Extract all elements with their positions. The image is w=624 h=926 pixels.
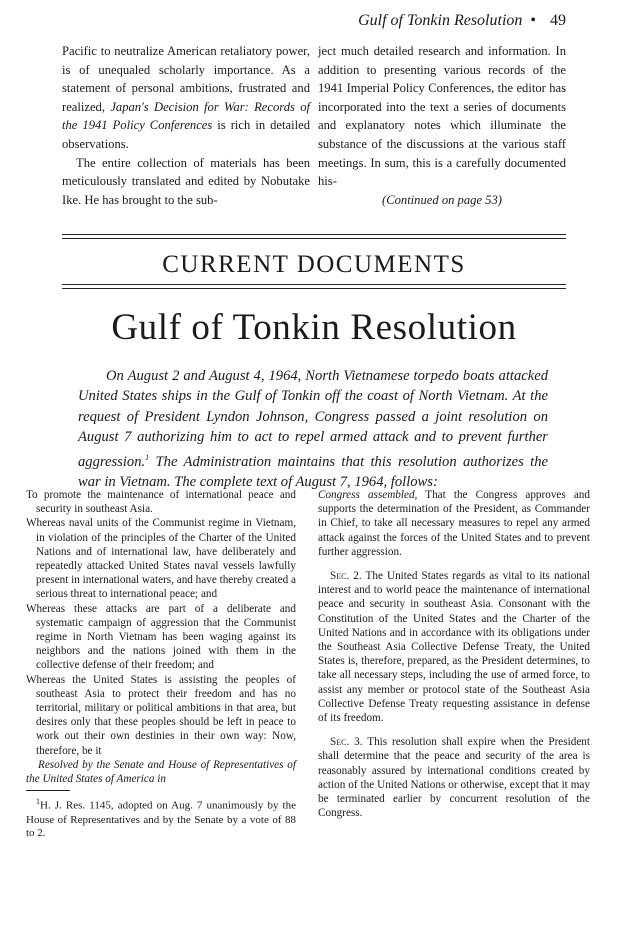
section-bottom-rule <box>62 288 566 289</box>
page-number: 49 <box>550 12 566 29</box>
review-left-column <box>62 42 310 209</box>
intro-footnote-marker: 1 <box>145 452 150 462</box>
review-left-para-2: The entire collection of materials has been meticulously translated and edited by Nobutake Ike. He has brought to the sub- <box>62 155 310 207</box>
footnote-marker: 1 <box>36 797 40 807</box>
section-title: CURRENT DOCUMENTS <box>162 251 466 278</box>
section-bottom-rule-thin <box>62 284 566 285</box>
congress-paragraph: Congress assembled, That the Congress approves and supports the determination of the President, as Commander in Chief, to take all necessary measures to repel any armed attack against the forces of the United States and to prevent further aggression. <box>318 489 590 558</box>
review-right-column <box>318 42 566 209</box>
review-left-para-1: Pacific to neutralize American retaliatory power, is of unequaled scholarly importance. As a statement of personal ambitions, frustrated and realized, Japan's Decision for War: Records of the 1941 Policy Conferences is rich in detailed observations. <box>62 44 310 151</box>
footnote-rule <box>26 790 70 791</box>
book-title: Japan's Decision for War: Records of the 1941 Policy Conferences <box>62 99 310 133</box>
review-right-para-1: ject much detailed research and information. In addition to presenting various records of the 1941 Imperial Policy Conferences, the editor has incorporated into the text a series of documents and explanatory notes which illuminate the substance of the discussions at the various staff meetings. In sum, this is a carefully documented his- <box>318 44 566 189</box>
header-separator: • <box>530 12 536 29</box>
section-3-paragraph: Sec. 3. This resolution shall expire when the President shall determine that the peace and security of the area is reasonably assured by international conditions created by action of the United Nations or otherwise, except that it may be terminated earlier by concurrent resolution of the Congress. <box>318 736 590 820</box>
intro-paragraph: On August 2 and August 4, 1964, North Vietnamese torpedo boats attacked United States ships in the Gulf of Tonkin off the coast of North Vietnam. At the request of President Lyndon Johnson, Congress passed a joint resolution on August 7 authorizing him to act to repel armed attack and to prevent further aggression.$^1$ The Administration maintains that this resolution authorizes the war in Vietnam. The complete text of August 7, 1964, follows: <box>78 368 548 490</box>
section-2-paragraph: Sec. 2. The United States regards as vital to its national interest and to world peace the maintenance of international peace and security in southeast Asia. Consonant with the Constitution of the United States and the Charter of the United Nations and in accordance with its obligations under the Southeast Asia Collective Defense Treaty, the United States is, therefore, prepared, as the President determines, to take all necessary steps, including the use of armed force, to assist any member or protocol state of the Southeast Asia Collective Defense Treaty requesting assistance in defense of its freedom. <box>318 570 590 725</box>
resolution-right-column <box>318 488 590 820</box>
running-header <box>358 12 566 30</box>
resolved-clause: Resolved by the Senate and House of Representatives of the United States of America in <box>26 758 296 786</box>
section-2-label: Sec. 2. <box>330 570 362 583</box>
resolution-left-column <box>26 488 296 841</box>
whereas-clause-3: Whereas the United States is assisting the peoples of southeast Asia to protect their freedom and has no territorial, military or political ambitions in that area, but desires only that these peoples should be left in peace to work out their own destinies in their own way: Now, therefore, be it <box>26 673 296 757</box>
whereas-clause-2: Whereas these attacks are part of a deliberate and systematic campaign of aggression that the Communist regime in North Vietnam has been waging against its neighbors and the nations joined with them in the collective defense of their freedom; and <box>26 602 296 672</box>
section-3-label: Sec. 3. <box>330 736 363 749</box>
section-top-rule-thin <box>62 238 566 239</box>
footnote: $^1$H. J. Res. 1145, adopted on Aug. 7 unanimously by the House of Representatives and by the Senate by a vote of 88 to 2. <box>26 797 296 840</box>
whereas-clause-1: Whereas naval units of the Communist regime in Vietnam, in violation of the principles of the Charter of the United Nations and of international law, have deliberately and repeatedly attacked United States naval vessels lawfully present in international waters, and have thereby created a serious threat to international peace; and <box>26 517 296 601</box>
running-title: Gulf of Tonkin Resolution <box>358 12 523 29</box>
preamble-clause: To promote the maintenance of international peace and security in southeast Asia. <box>26 489 296 516</box>
section-top-rule <box>62 234 566 235</box>
continued-note: (Continued on page 53) <box>382 192 502 207</box>
document-title: Gulf of Tonkin Resolution <box>111 307 517 348</box>
